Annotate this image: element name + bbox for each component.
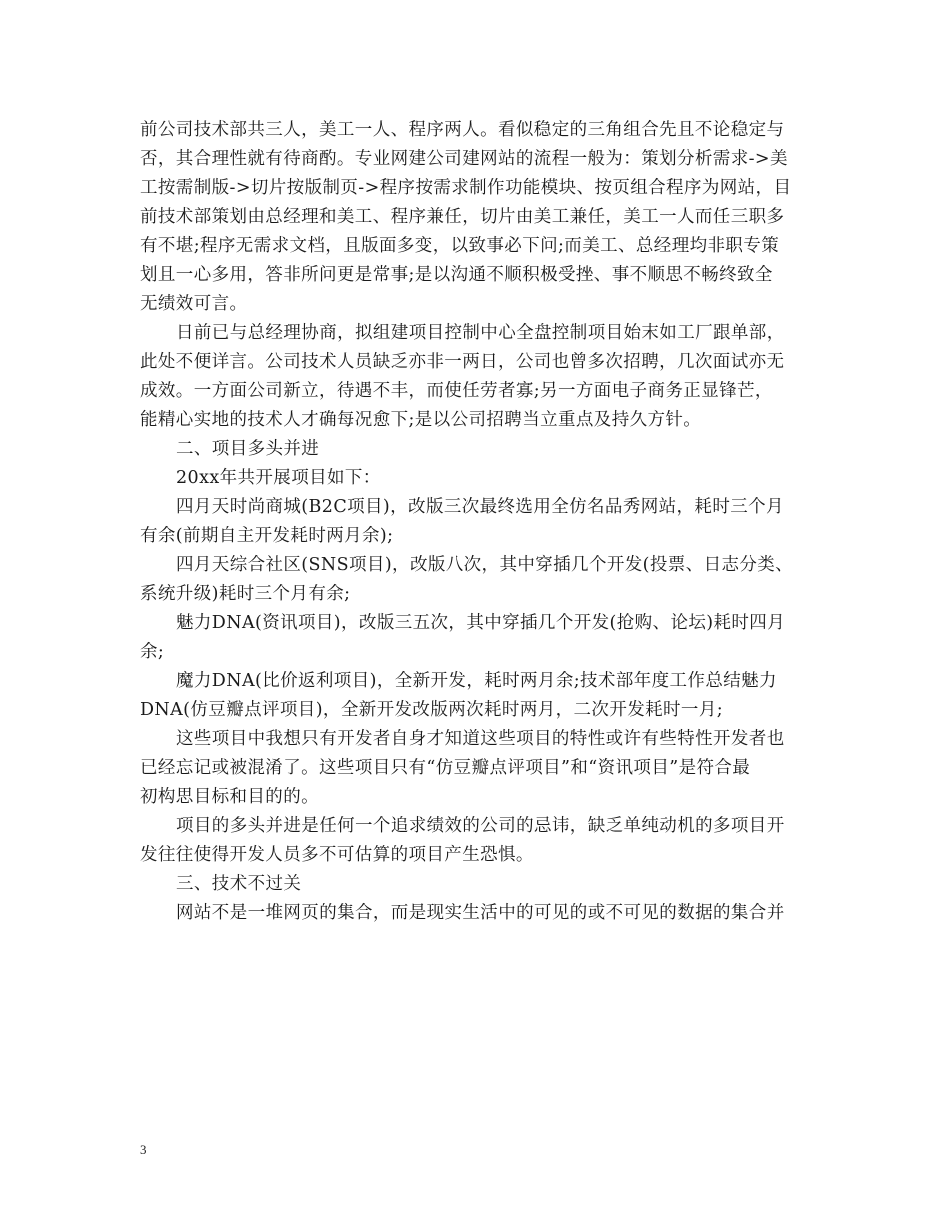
text-line: 成效。一方面公司新立，待遇不丰，而使任劳者寡;另一方面电子商务正显锋芒， xyxy=(140,381,773,401)
text-line: 已经忘记或被混淆了。这些项目只有“仿豆瓣点评项目”和“资讯项目”是符合最 xyxy=(140,758,751,778)
text-line: 前技术部策划由总经理和美工、程序兼任，切片由美工兼任，美工一人而任三职多 xyxy=(140,207,785,227)
text-line: 划且一心多用，答非所问更是常事;是以沟通不顺积极受挫、事不顺思不畅终致全 xyxy=(140,265,773,285)
text-line: 20xx年共开展项目如下： xyxy=(176,468,381,488)
text-line: 魅力DNA(资讯项目)，改版三五次，其中穿插几个开发(抢购、论坛)耗时四月 xyxy=(176,613,786,633)
text-line: 二、项目多头并进 xyxy=(176,439,320,459)
page-number: 3 xyxy=(140,1142,147,1157)
text-line: 项目的多头并进是任何一个追求绩效的公司的忌讳，缺乏单纯动机的多项目开 xyxy=(176,816,785,836)
document-body xyxy=(140,116,830,928)
text-line: 前公司技术部共三人，美工一人、程序两人。看似稳定的三角组合先且不论稳定与 xyxy=(140,120,785,140)
text-line: 发往往使得开发人员多不可估算的项目产生恐惧。 xyxy=(140,845,534,865)
text-line: 能精心实地的技术人才确每况愈下;是以公司招聘当立重点及持久方针。 xyxy=(140,410,702,430)
text-line: 三、技术不过关 xyxy=(176,874,302,894)
text-line: 魔力DNA(比价返利项目)，全新开发，耗时两月余;技术部年度工作总结魅力 xyxy=(176,671,777,691)
text-line: 有余(前期自主开发耗时两月余); xyxy=(140,526,394,546)
text-line: 工按需制版->切片按版制页->程序按需求制作功能模块、按页组合程序为网站，目 xyxy=(140,178,792,198)
text-line: 这些项目中我想只有开发者自身才知道这些项目的特性或许有些特性开发者也 xyxy=(176,729,785,749)
text-line: 此处不便详言。公司技术人员缺乏亦非一两日，公司也曾多次招聘，几次面试亦无 xyxy=(140,352,785,372)
text-line: 有不堪;程序无需求文档，且版面多变，以致事必下问;而美工、总经理均非职专策 xyxy=(140,236,780,256)
text-line: 系统升级)耗时三个月有余; xyxy=(140,584,351,604)
text-line: 四月天时尚商城(B2C项目)，改版三次最终选用全仿名品秀网站，耗时三个月 xyxy=(176,497,784,517)
text-line: 否，其合理性就有待商酌。专业网建公司建网站的流程一般为：策划分析需求->美 xyxy=(140,149,788,169)
text-line: 初构思目标和目的的。 xyxy=(140,787,319,807)
text-line: 四月天综合社区(SNS项目)，改版八次，其中穿插几个开发(投票、日志分类、 xyxy=(176,555,794,575)
text-line: 日前已与总经理协商，拟组建项目控制中心全盘控制项目始末如工厂跟单部， xyxy=(176,323,785,343)
text-line: 网站不是一堆网页的集合，而是现实生活中的可见的或不可见的数据的集合并 xyxy=(176,903,785,923)
text-line: DNA(仿豆瓣点评项目)，全新开发改版两次耗时两月，二次开发耗时一月; xyxy=(140,700,724,720)
text-line: 无绩效可言。 xyxy=(140,294,248,314)
text-line: 余; xyxy=(140,642,165,662)
